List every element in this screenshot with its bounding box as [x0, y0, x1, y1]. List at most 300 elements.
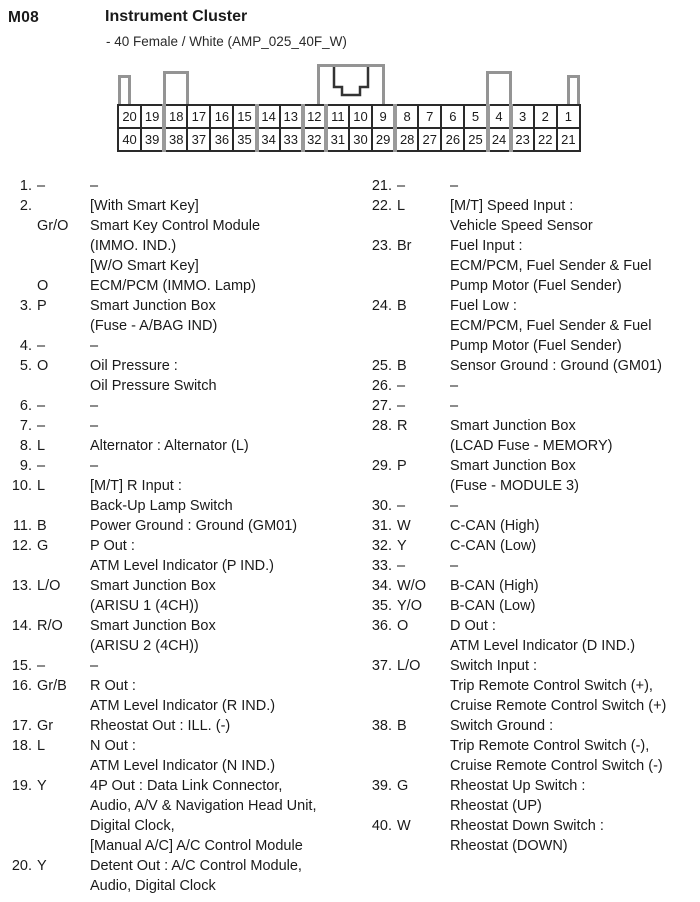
- pin-description: Rheostat (DOWN): [450, 838, 568, 854]
- pin-description: –: [450, 378, 459, 394]
- pin-number: [8, 836, 32, 856]
- pin-entry-line: [8, 516, 362, 536]
- pin-description: (Fuse - A/BAG IND): [90, 318, 218, 334]
- pin-cell-37: 37: [187, 128, 210, 151]
- pin-description: –: [450, 398, 459, 414]
- wire-color-code: [37, 756, 90, 776]
- wire-color-code: [397, 696, 450, 716]
- pin-number: [368, 216, 392, 236]
- pin-entry-line: [8, 256, 362, 276]
- pin-number: 19.: [11, 778, 32, 794]
- wire-color-code: [37, 196, 90, 216]
- wire-color-code: Gr/O: [37, 218, 69, 234]
- pin-number: 36.: [371, 618, 392, 634]
- wire-color-code: Gr: [37, 718, 54, 734]
- wire-color-code: [397, 636, 450, 656]
- wire-color-code: [37, 596, 90, 616]
- wire-color-code: –: [37, 458, 46, 474]
- pin-cell-13: 13: [280, 105, 303, 128]
- pin-cell-28: 28: [395, 128, 418, 151]
- pin-cell-11: 11: [326, 105, 349, 128]
- pin-number: 3.: [19, 298, 32, 314]
- pin-cell-22: 22: [534, 128, 557, 151]
- wire-color-code: R: [397, 418, 408, 434]
- pin-number: 9.: [19, 458, 32, 474]
- pin-cell-20: 20: [118, 105, 141, 128]
- pin-number: [368, 316, 392, 336]
- pin-description: –: [90, 418, 99, 434]
- wire-color-code: W/O: [397, 578, 426, 594]
- pin-entry-line: [8, 296, 362, 316]
- pin-number: 39.: [371, 778, 392, 794]
- pin-description: [M/T] R Input :: [90, 478, 182, 494]
- wire-color-code: R/O: [37, 618, 63, 634]
- pin-description: C-CAN (Low): [450, 538, 537, 554]
- pin-entry-line: [8, 376, 362, 396]
- wire-color-code: [37, 236, 90, 256]
- pin-description: Rheostat Down Switch :: [450, 818, 604, 834]
- pin-cell-12: 12: [303, 105, 326, 128]
- pin-number: [8, 636, 32, 656]
- pin-description: N Out :: [90, 738, 136, 754]
- pin-cell-27: 27: [418, 128, 441, 151]
- wire-color-code: L: [37, 738, 46, 754]
- pin-entry-line: [368, 496, 698, 516]
- pin-entry-line: [368, 516, 698, 536]
- pin-cell-15: 15: [233, 105, 256, 128]
- wire-color-code: O: [397, 618, 409, 634]
- pin-description: –: [450, 178, 459, 194]
- pin-cell-7: 7: [418, 105, 441, 128]
- pin-description: Power Ground : Ground (GM01): [90, 518, 298, 534]
- pin-number: [8, 816, 32, 836]
- pin-entry-line: [368, 616, 698, 636]
- pin-description: –: [90, 338, 99, 354]
- wire-color-code: Y/O: [397, 598, 422, 614]
- pin-entry-line: [368, 756, 698, 776]
- wire-color-code: –: [397, 178, 406, 194]
- wire-color-code: –: [397, 398, 406, 414]
- pin-number: 30.: [371, 498, 392, 514]
- pin-entry-line: [8, 276, 362, 296]
- pin-number: [8, 496, 32, 516]
- pin-number: [368, 696, 392, 716]
- pin-number: 33.: [371, 558, 392, 574]
- pin-description: C-CAN (High): [450, 518, 540, 534]
- pin-description: 4P Out : Data Link Connector,: [90, 778, 283, 794]
- pin-grid-bottom-row: [118, 128, 580, 151]
- pin-entry-line: [8, 616, 362, 636]
- pin-entry-line: [368, 596, 698, 616]
- pin-number: 1.: [19, 178, 32, 194]
- pin-number: 27.: [371, 398, 392, 414]
- pin-description: Fuel Low :: [450, 298, 517, 314]
- wire-color-code: G: [37, 538, 49, 554]
- connector-tab-right-edge: [567, 75, 580, 105]
- pin-description: (ARISU 1 (4CH)): [90, 598, 199, 614]
- pin-entry-line: [8, 636, 362, 656]
- wire-color-code: [397, 476, 450, 496]
- pin-entry-line: [8, 756, 362, 776]
- pin-number: [368, 756, 392, 776]
- pin-entry-line: [8, 216, 362, 236]
- pin-number: 34.: [371, 578, 392, 594]
- pin-number: 11.: [12, 518, 32, 534]
- pin-cell-31: 31: [326, 128, 349, 151]
- pin-entry-line: [368, 296, 698, 316]
- wire-color-code: Gr/B: [37, 678, 67, 694]
- connector-tab-pin18: [163, 71, 189, 105]
- pin-entry-line: [368, 416, 698, 436]
- pin-description: Pump Motor (Fuel Sender): [450, 278, 622, 294]
- wire-color-code: [37, 256, 90, 276]
- pin-entry-line: [368, 716, 698, 736]
- pin-cell-1: 1: [557, 105, 580, 128]
- pin-number: 16.: [11, 678, 32, 694]
- wire-color-code: B: [397, 298, 407, 314]
- pin-entry-line: [8, 856, 362, 876]
- pin-entry-line: [368, 676, 698, 696]
- pin-number: 40.: [371, 818, 392, 834]
- pin-cell-8: 8: [395, 105, 418, 128]
- connector-code: M08: [8, 9, 40, 26]
- pin-number: 17.: [11, 718, 32, 734]
- pin-entry-line: [368, 356, 698, 376]
- wire-color-code: [397, 436, 450, 456]
- pin-number: 7.: [19, 418, 32, 434]
- wire-color-code: [397, 216, 450, 236]
- pin-number: [8, 376, 32, 396]
- pin-number-grid: [117, 104, 581, 152]
- pin-entry-line: [368, 696, 698, 716]
- pin-description: Switch Input :: [450, 658, 538, 674]
- pin-grid-top-row: [118, 105, 580, 128]
- wire-color-code: –: [397, 378, 406, 394]
- pin-number: 4.: [19, 338, 32, 354]
- pin-cell-38: 38: [164, 128, 187, 151]
- pin-description: ATM Level Indicator (P IND.): [90, 558, 274, 574]
- pin-entry-line: [8, 556, 362, 576]
- pin-description: (LCAD Fuse - MEMORY): [450, 438, 613, 454]
- pin-cell-6: 6: [441, 105, 464, 128]
- pin-cell-17: 17: [187, 105, 210, 128]
- pin-number: [8, 756, 32, 776]
- pin-entry-line: [368, 836, 698, 856]
- pin-description: Cruise Remote Control Switch (+): [450, 698, 667, 714]
- pin-description: [With Smart Key]: [90, 198, 199, 214]
- pin-number: [368, 476, 392, 496]
- connector-tab-left-edge: [118, 75, 131, 105]
- pin-description: Pump Motor (Fuel Sender): [450, 338, 622, 354]
- connector-diagram: [117, 64, 581, 152]
- wire-color-code: –: [37, 178, 46, 194]
- wire-color-code: [397, 676, 450, 696]
- pin-cell-32: 32: [303, 128, 326, 151]
- pin-entry-line: [8, 716, 362, 736]
- pin-cell-19: 19: [141, 105, 164, 128]
- pin-description: Smart Junction Box: [450, 458, 576, 474]
- pin-description: ATM Level Indicator (N IND.): [90, 758, 276, 774]
- pin-number: [8, 236, 32, 256]
- pin-number: 29.: [371, 458, 392, 474]
- pin-number: 31.: [371, 518, 392, 534]
- pin-description: Oil Pressure :: [90, 358, 178, 374]
- pin-description: Vehicle Speed Sensor: [450, 218, 593, 234]
- pin-description: Smart Junction Box: [90, 578, 216, 594]
- pin-entry-line: [8, 796, 362, 816]
- wire-color-code: Y: [37, 778, 47, 794]
- pin-entry-line: [368, 376, 698, 396]
- pin-entry-line: [8, 356, 362, 376]
- pin-number: [368, 636, 392, 656]
- pin-entry-line: [368, 656, 698, 676]
- pin-cell-35: 35: [233, 128, 256, 151]
- pin-description: ATM Level Indicator (D IND.): [450, 638, 636, 654]
- pin-entry-line: [8, 236, 362, 256]
- wire-color-code: Br: [397, 238, 412, 254]
- pin-entry-line: [368, 256, 698, 276]
- pin-description: R Out :: [90, 678, 136, 694]
- pin-description: ECM/PCM, Fuel Sender & Fuel: [450, 318, 652, 334]
- pin-number: 15.: [11, 658, 32, 674]
- wire-color-code: [37, 796, 90, 816]
- pin-number: 10.: [11, 478, 32, 494]
- wire-color-code: L: [37, 438, 46, 454]
- pin-number: [368, 256, 392, 276]
- pin-description: Fuel Input :: [450, 238, 523, 254]
- pin-number: [368, 276, 392, 296]
- pin-description: (Fuse - MODULE 3): [450, 478, 579, 494]
- pin-description: –: [450, 558, 459, 574]
- pin-number: 5.: [19, 358, 32, 374]
- pin-cell-33: 33: [280, 128, 303, 151]
- pin-cell-10: 10: [349, 105, 372, 128]
- pin-entry-line: [368, 536, 698, 556]
- pin-description: Alternator : Alternator (L): [90, 438, 249, 454]
- wire-color-code: [37, 876, 90, 896]
- wire-color-code: –: [37, 418, 46, 434]
- pin-entry-line: [8, 436, 362, 456]
- pin-number: 37.: [371, 658, 392, 674]
- pin-entry-line: [368, 236, 698, 256]
- pin-cell-34: 34: [257, 128, 280, 151]
- pin-entry-line: [8, 596, 362, 616]
- wire-color-code: [397, 336, 450, 356]
- pin-description: D Out :: [450, 618, 496, 634]
- pin-entry-line: [368, 636, 698, 656]
- pin-cell-2: 2: [534, 105, 557, 128]
- pin-description: Cruise Remote Control Switch (-): [450, 758, 663, 774]
- pin-number: 38.: [371, 718, 392, 734]
- pin-entry-line: [368, 436, 698, 456]
- wire-color-code: [397, 256, 450, 276]
- pin-entry-line: [8, 536, 362, 556]
- pin-number: 14.: [11, 618, 32, 634]
- pin-entry-line: [368, 576, 698, 596]
- pin-description: Audio, Digital Clock: [90, 878, 216, 894]
- pin-description: Smart Junction Box: [90, 298, 216, 314]
- pin-entry-line: [368, 396, 698, 416]
- wire-color-code: [37, 556, 90, 576]
- pin-entry-line: [8, 836, 362, 856]
- pin-description: Trip Remote Control Switch (+),: [450, 678, 653, 694]
- wire-color-code: –: [397, 558, 406, 574]
- pin-entry-line: [8, 656, 362, 676]
- pin-number: [8, 316, 32, 336]
- wire-color-code: [397, 796, 450, 816]
- wire-color-code: [37, 816, 90, 836]
- pin-entry-line: [368, 456, 698, 476]
- wire-color-code: [397, 276, 450, 296]
- pin-entry-line: [8, 676, 362, 696]
- pin-description: –: [90, 458, 99, 474]
- pin-entry-line: [368, 796, 698, 816]
- pin-number: 13.: [11, 578, 32, 594]
- pin-cell-3: 3: [511, 105, 534, 128]
- pin-entry-line: [368, 736, 698, 756]
- pin-cell-18: 18: [164, 105, 187, 128]
- pin-description: (IMMO. IND.): [90, 238, 177, 254]
- wire-color-code: [37, 376, 90, 396]
- pin-number: [368, 436, 392, 456]
- pin-description: Rheostat Out : ILL. (-): [90, 718, 231, 734]
- pin-description: –: [90, 658, 99, 674]
- pin-description: B-CAN (Low): [450, 598, 536, 614]
- wire-color-code: Y: [37, 858, 47, 874]
- pin-number: [368, 676, 392, 696]
- pin-cell-29: 29: [372, 128, 395, 151]
- wire-color-code: [37, 696, 90, 716]
- pin-entry-line: [368, 336, 698, 356]
- pin-cell-16: 16: [210, 105, 233, 128]
- pin-number: [368, 736, 392, 756]
- pin-description: Smart Key Control Module: [90, 218, 261, 234]
- pin-cell-26: 26: [441, 128, 464, 151]
- wire-color-code: G: [397, 778, 409, 794]
- wire-color-code: Y: [397, 538, 407, 554]
- pin-description: Smart Junction Box: [450, 418, 576, 434]
- pin-cell-24: 24: [488, 128, 511, 151]
- pin-cell-25: 25: [464, 128, 487, 151]
- wire-color-code: P: [37, 298, 47, 314]
- pin-entry-line: [8, 196, 362, 216]
- pin-cell-36: 36: [210, 128, 233, 151]
- wire-color-code: B: [37, 518, 47, 534]
- wire-color-code: W: [397, 518, 411, 534]
- wire-color-code: [37, 316, 90, 336]
- pin-description: [W/O Smart Key]: [90, 258, 199, 274]
- pin-entry-line: [368, 816, 698, 836]
- pin-description: Rheostat (UP): [450, 798, 542, 814]
- wire-color-code: [397, 736, 450, 756]
- pin-number: 26.: [371, 378, 392, 394]
- pin-entry-line: [8, 396, 362, 416]
- pin-description: Digital Clock,: [90, 818, 175, 834]
- wire-color-code: O: [37, 358, 49, 374]
- wire-color-code: W: [397, 818, 411, 834]
- pin-number: [368, 796, 392, 816]
- wire-color-code: –: [37, 338, 46, 354]
- wire-color-code: L: [397, 198, 406, 214]
- connector-tab-center: [317, 64, 385, 105]
- pin-entry-line: [368, 476, 698, 496]
- pin-description: Smart Junction Box: [90, 618, 216, 634]
- pin-number: 32.: [371, 538, 392, 554]
- pin-description: Audio, A/V & Navigation Head Unit,: [90, 798, 317, 814]
- pin-description: Back-Up Lamp Switch: [90, 498, 233, 514]
- pin-entry-line: [8, 876, 362, 896]
- wire-color-code: L/O: [397, 658, 421, 674]
- pin-number: 24.: [371, 298, 392, 314]
- pin-number: 2.: [19, 198, 32, 214]
- connector-spec: - 40 Female / White (AMP_025_40F_W): [106, 34, 347, 49]
- pin-list-right-column: [368, 176, 698, 856]
- wire-color-code: B: [397, 718, 407, 734]
- pin-number: 20.: [11, 858, 32, 874]
- pin-entry-line: [8, 776, 362, 796]
- pin-number: [368, 836, 392, 856]
- pin-number: [8, 556, 32, 576]
- pin-description: –: [90, 398, 99, 414]
- pin-entry-line: [8, 696, 362, 716]
- pin-cell-4: 4: [488, 105, 511, 128]
- pin-cell-14: 14: [257, 105, 280, 128]
- pin-entry-line: [8, 576, 362, 596]
- wire-color-code: [37, 636, 90, 656]
- wire-color-code: B: [397, 358, 407, 374]
- wire-color-code: [397, 836, 450, 856]
- pin-entry-line: [8, 476, 362, 496]
- connector-tab-pin4: [486, 71, 512, 105]
- pin-number: 22.: [371, 198, 392, 214]
- pin-entry-line: [8, 456, 362, 476]
- pin-description: Detent Out : A/C Control Module,: [90, 858, 302, 874]
- pin-cell-40: 40: [118, 128, 141, 151]
- pin-entry-line: [368, 316, 698, 336]
- pin-description: ECM/PCM (IMMO. Lamp): [90, 278, 256, 294]
- pin-cell-21: 21: [557, 128, 580, 151]
- page-title: Instrument Cluster: [105, 8, 248, 25]
- pin-description: Sensor Ground : Ground (GM01): [450, 358, 662, 374]
- pin-cell-30: 30: [349, 128, 372, 151]
- pin-entry-line: [8, 316, 362, 336]
- pin-description: [M/T] Speed Input :: [450, 198, 574, 214]
- pin-entry-line: [368, 196, 698, 216]
- pin-number: [8, 876, 32, 896]
- wire-color-code: [37, 836, 90, 856]
- pin-entry-line: [8, 416, 362, 436]
- wire-color-code: P: [397, 458, 407, 474]
- wire-color-code: –: [37, 398, 46, 414]
- pin-cell-5: 5: [464, 105, 487, 128]
- pin-entry-line: [8, 816, 362, 836]
- wire-color-code: [397, 756, 450, 776]
- pin-number: 12.: [11, 538, 32, 554]
- pin-number: [8, 256, 32, 276]
- wire-color-code: [37, 496, 90, 516]
- pin-description: B-CAN (High): [450, 578, 539, 594]
- wire-color-code: L: [37, 478, 46, 494]
- pin-description: (ARISU 2 (4CH)): [90, 638, 199, 654]
- pin-number: [8, 276, 32, 296]
- pin-description: ATM Level Indicator (R IND.): [90, 698, 276, 714]
- pin-description: Oil Pressure Switch: [90, 378, 217, 394]
- pin-number: [368, 336, 392, 356]
- pin-number: 18.: [11, 738, 32, 754]
- pin-cell-9: 9: [372, 105, 395, 128]
- wire-color-code: [397, 316, 450, 336]
- pin-number: [8, 696, 32, 716]
